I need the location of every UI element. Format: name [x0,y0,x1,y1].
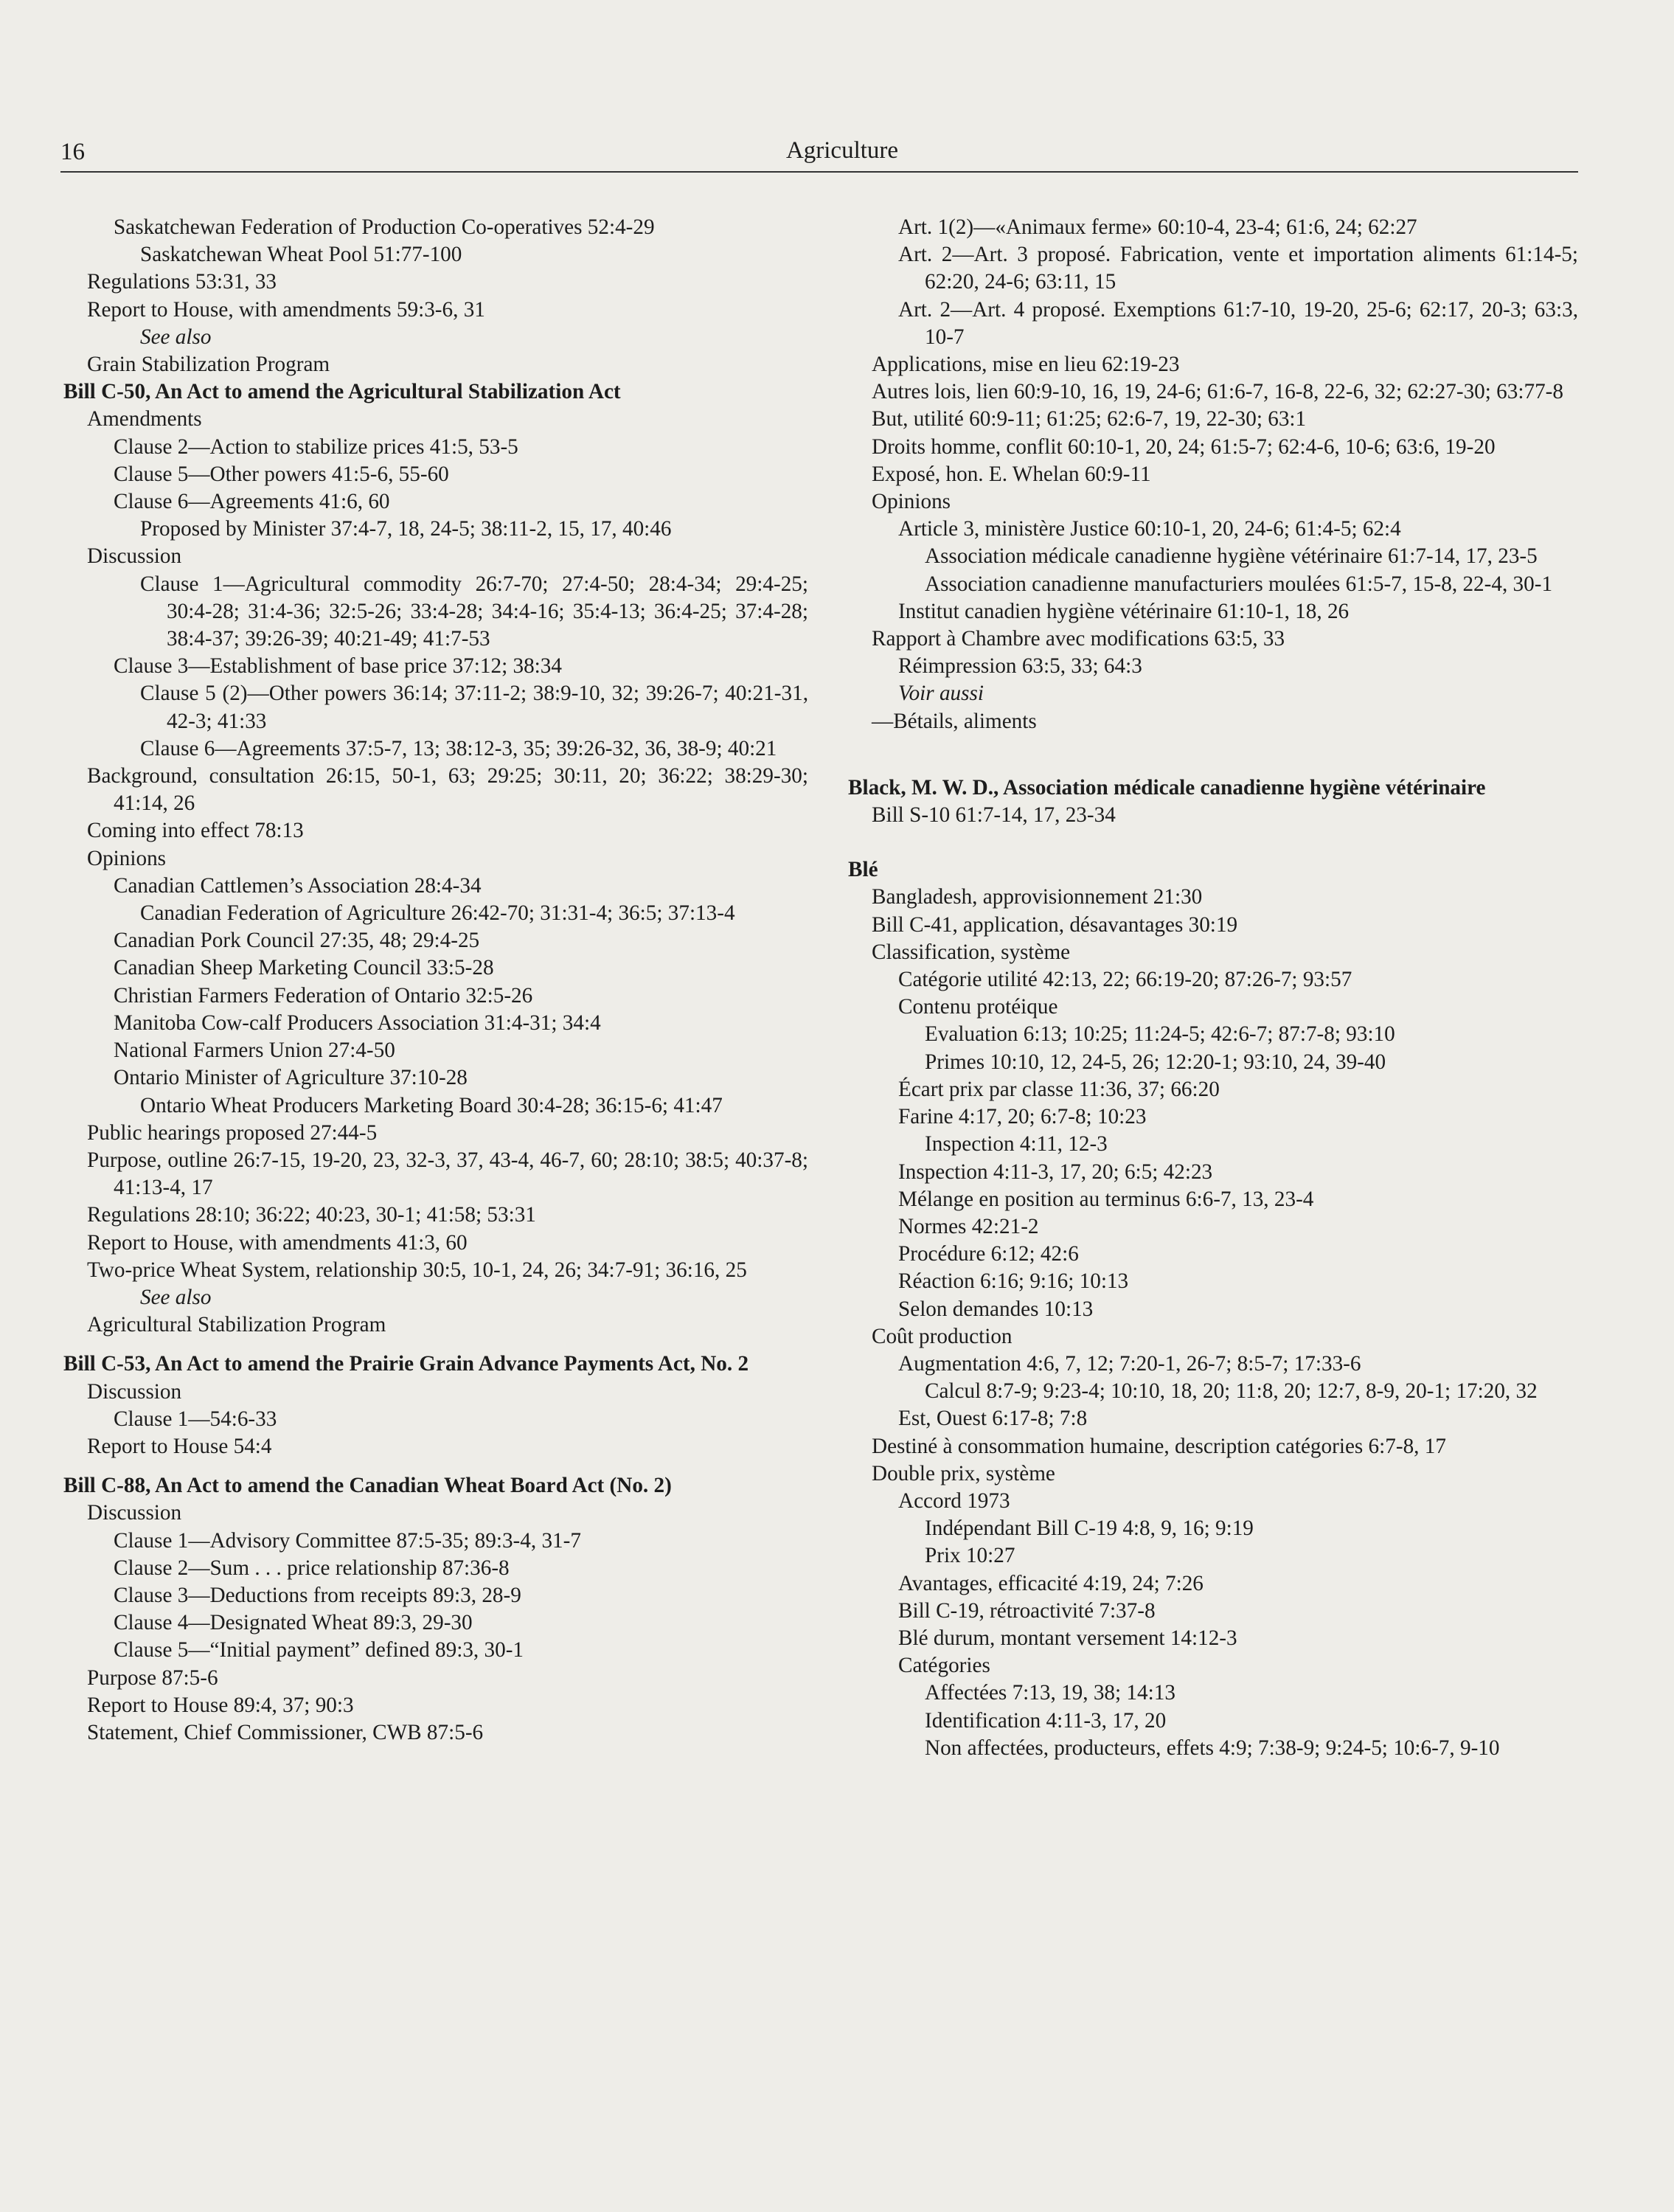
index-entry: Calcul 8:7-9; 9:23-4; 10:10, 18, 20; 11:8, 20; 12:7, 8-9, 20-1; 17:20, 32 [925,1379,1538,1404]
index-entry: Normes 42:21-2 [898,1214,1039,1238]
index-entry: Canadian Federation of Agriculture 26:42-70; 31:31-4; 36:5; 37:13-4 [140,901,735,926]
index-entry: Clause 5 (2)—Other powers 36:14; 37:11-2; 38:9-10, 32; 39:26-7; 40:21-31, 42-3; 41:33 [140,682,808,733]
index-entry: Statement, Chief Commissioner, CWB 87:5-6 [87,1720,484,1744]
index-entry: Grain Stabilization Program [87,353,330,377]
index-heading: Bill C-50, An Act to amend the Agricultural Stabilization Act [63,380,621,404]
header-rule [60,171,1578,173]
index-entry: Public hearings proposed 27:44-5 [87,1120,378,1145]
index-entry: Clause 5—Other powers 41:5-6, 55-60 [114,462,449,486]
index-entry: Purpose 87:5-6 [87,1665,218,1690]
index-entry: Double prix, système [872,1461,1055,1485]
index-entry: Exposé, hon. E. Whelan 60:9-11 [872,462,1151,486]
index-entry: See also [140,1285,212,1309]
index-entry: Non affectées, producteurs, effets 4:9; 7:38-9; 9:24-5; 10:6-7, 9-10 [925,1736,1500,1760]
index-entry: Prix 10:27 [925,1544,1015,1568]
spacer [63,1460,808,1472]
index-entry: Affectées 7:13, 19, 38; 14:13 [925,1681,1175,1705]
index-entry: Clause 2—Action to stabilize prices 41:5, 53-5 [114,434,518,459]
index-entry: Inspection 4:11, 12-3 [925,1132,1108,1157]
index-heading: Bill C-53, An Act to amend the Prairie Grain Advance Payments Act, No. 2 [63,1352,749,1376]
index-entry: Discussion [87,544,182,569]
index-entry: Article 3, ministère Justice 60:10-1, 20, 24-6; 61:4-5; 62:4 [898,517,1401,541]
index-entry: Bangladesh, approvisionnement 21:30 [872,885,1203,909]
right-column [848,214,1578,1762]
index-heading: Black, M. W. D., Association médicale canadienne hygiène vétérinaire [848,775,1486,800]
index-entry: Clause 3—Deductions from receipts 89:3, 28-9 [114,1583,521,1607]
index-entry: Report to House 54:4 [87,1434,272,1458]
index-entry: Classification, système [872,940,1071,964]
index-entry: Manitoba Cow-calf Producers Association 31:4-31; 34:4 [114,1010,601,1035]
index-entry: Canadian Cattlemen’s Association 28:4-34 [114,873,482,898]
index-entry: Coming into effect 78:13 [87,819,304,843]
index-entry: Two-price Wheat System, relationship 30:5, 10-1, 24, 26; 34:7-91; 36:16, 25 [87,1258,747,1282]
index-entry: Discussion [87,1379,182,1404]
index-entry: Avantages, efficacité 4:19, 24; 7:26 [898,1571,1204,1595]
index-entry: Saskatchewan Federation of Production Co-operatives 52:4-29 [114,215,655,239]
index-entry: Blé durum, montant versement 14:12-3 [898,1626,1237,1650]
index-entry: Primes 10:10, 12, 24-5, 26; 12:20-1; 93:10, 24, 39-40 [925,1050,1386,1074]
index-entry: Christian Farmers Federation of Ontario 32:5-26 [114,983,533,1008]
index-entry: Voir aussi [898,682,984,706]
index-entry: Inspection 4:11-3, 17, 20; 6:5; 42:23 [898,1159,1213,1184]
index-entry: Bill C-41, application, désavantages 30:19 [872,912,1238,937]
spacer [848,763,1578,774]
index-entry: Opinions [872,490,951,514]
spacer [63,1339,808,1351]
index-entry: Est, Ouest 6:17-8; 7:8 [898,1407,1088,1431]
index-entry: Procédure 6:12; 42:6 [898,1242,1079,1266]
index-heading: Bill C-88, An Act to amend the Canadian Wheat Board Act (No. 2) [63,1474,672,1498]
index-entry: Farine 4:17, 20; 6:7-8; 10:23 [898,1105,1147,1129]
index-entry: Art. 2—Art. 4 proposé. Exemptions 61:7-10, 19-20, 25-6; 62:17, 20-3; 63:3, 10-7 [898,297,1578,349]
index-entry: Rapport à Chambre avec modifications 63:5, 33 [872,627,1285,651]
index-entry: Clause 1—54:6-33 [114,1407,277,1431]
index-entry: Report to House, with amendments 59:3-6, 31 [87,297,485,322]
index-entry: Augmentation 4:6, 7, 12; 7:20-1, 26-7; 8:5-7; 17:33-6 [898,1351,1361,1376]
index-entry: Discussion [87,1501,182,1525]
index-entry: Contenu protéique [898,995,1058,1019]
index-entry: Selon demandes 10:13 [898,1297,1094,1321]
index-entry: See also [140,325,212,349]
running-title: Agriculture [785,137,899,164]
spacer [848,735,1578,763]
index-entry: Clause 6—Agreements 41:6, 60 [114,490,390,514]
index-entry: Report to House 89:4, 37; 90:3 [87,1693,354,1717]
index-entry: Autres lois, lien 60:9-10, 16, 19, 24-6; 61:6-7, 16-8, 22-6, 32; 62:27-30; 63:77-8 [872,380,1563,404]
index-entry: Clause 4—Designated Wheat 89:3, 29-30 [114,1611,473,1635]
index-entry: Report to House, with amendments 41:3, 60 [87,1230,468,1255]
index-entry: Catégorie utilité 42:13, 22; 66:19-20; 87:26-7; 93:57 [898,968,1352,992]
index-entry: Droits homme, conflit 60:10-1, 20, 24; 61:5-7; 62:4-6, 10-6; 63:6, 19-20 [872,434,1496,459]
index-entry: Clause 6—Agreements 37:5-7, 13; 38:12-3, 35; 39:26-32, 36, 38-9; 40:21 [140,736,777,760]
index-entry: Clause 3—Establishment of base price 37:12; 38:34 [114,654,562,679]
index-entry: Amendments [87,407,202,431]
index-entry: Regulations 53:31, 33 [87,270,277,294]
index-entry: Opinions [87,846,167,870]
index-entry: Clause 1—Agricultural commodity 26:7-70; 27:4-50; 28:4-34; 29:4-25; 30:4-28; 31:4-36; 32:5-26; 33:4-28; 34:4-16; 35:4-13; 36:4-25; 37:4-28; 38:4-37; 39:26-39; 40:21-49; 41:7-53 [140,572,808,651]
index-entry: But, utilité 60:9-11; 61:25; 62:6-7, 19, 22-30; 63:1 [872,407,1307,431]
index-entry: Écart prix par classe 11:36, 37; 66:20 [898,1077,1220,1101]
index-entry: Art. 1(2)—«Animaux ferme» 60:10-4, 23-4; 61:6, 24; 62:27 [898,215,1417,239]
index-entry: Regulations 28:10; 36:22; 40:23, 30-1; 41:58; 53:31 [87,1203,536,1227]
index-entry: Bill C-19, rétroactivité 7:37-8 [898,1598,1156,1623]
index-entry: Coût production [872,1324,1013,1348]
index-entry: Mélange en position au terminus 6:6-7, 13, 23-4 [898,1187,1314,1211]
page-header [60,134,1578,176]
index-entry: Clause 2—Sum . . . price relationship 87:36-8 [114,1556,510,1580]
index-entry: Clause 5—“Initial payment” defined 89:3, 30-1 [114,1638,524,1663]
spacer [848,829,1578,856]
index-entry: Clause 1—Advisory Committee 87:5-35; 89:3-4, 31-7 [114,1528,581,1553]
index-entry: Evaluation 6:13; 10:25; 11:24-5; 42:6-7; 87:7-8; 93:10 [925,1022,1395,1047]
index-entry: Indépendant Bill C-19 4:8, 9, 16; 9:19 [925,1516,1254,1541]
page-number: 16 [60,139,85,165]
index-entry: Bill S-10 61:7-14, 17, 23-34 [872,803,1116,828]
index-entry: Réimpression 63:5, 33; 64:3 [898,654,1142,679]
index-entry: Accord 1973 [898,1488,1010,1513]
index-entry: Catégories [898,1654,990,1678]
index-entry: Association médicale canadienne hygiène vétérinaire 61:7-14, 17, 23-5 [925,544,1538,569]
index-entry: Destiné à consommation humaine, description catégories 6:7-8, 17 [872,1434,1446,1458]
index-entry: Institut canadien hygiène vétérinaire 61:10-1, 18, 26 [898,599,1350,623]
index-entry: Canadian Pork Council 27:35, 48; 29:4-25 [114,929,480,953]
left-column [63,214,808,1747]
index-entry: Identification 4:11-3, 17, 20 [925,1708,1167,1733]
index-entry: Ontario Wheat Producers Marketing Board 30:4-28; 36:15-6; 41:47 [140,1093,723,1117]
index-entry: Purpose, outline 26:7-15, 19-20, 23, 32-3, 37, 43-4, 46-7, 60; 28:10; 38:5; 40:37-8; 41:13-4, 17 [87,1148,808,1200]
index-entry: Canadian Sheep Marketing Council 33:5-28 [114,956,494,980]
index-entry: Proposed by Minister 37:4-7, 18, 24-5; 38:11-2, 15, 17, 40:46 [140,517,672,541]
index-entry: Ontario Minister of Agriculture 37:10-28 [114,1066,468,1090]
index-entry: Saskatchewan Wheat Pool 51:77-100 [140,243,462,267]
index-entry: Background, consultation 26:15, 50-1, 63; 29:25; 30:11, 20; 36:22; 38:29-30; 41:14, 26 [87,764,808,816]
index-entry: —Bétails, aliments [872,709,1037,733]
index-entry: Art. 2—Art. 3 proposé. Fabrication, vente et importation aliments 61:14-5; 62:20, 24-6; 63:11, 15 [898,243,1578,294]
index-entry: Réaction 6:16; 9:16; 10:13 [898,1269,1129,1294]
index-entry: Applications, mise en lieu 62:19-23 [872,353,1180,377]
index-heading: Blé [848,858,878,882]
index-entry: National Farmers Union 27:4-50 [114,1039,395,1063]
index-entry: Agricultural Stabilization Program [87,1313,386,1337]
index-entry: Association canadienne manufacturiers moulées 61:5-7, 15-8, 22-4, 30-1 [925,572,1553,596]
